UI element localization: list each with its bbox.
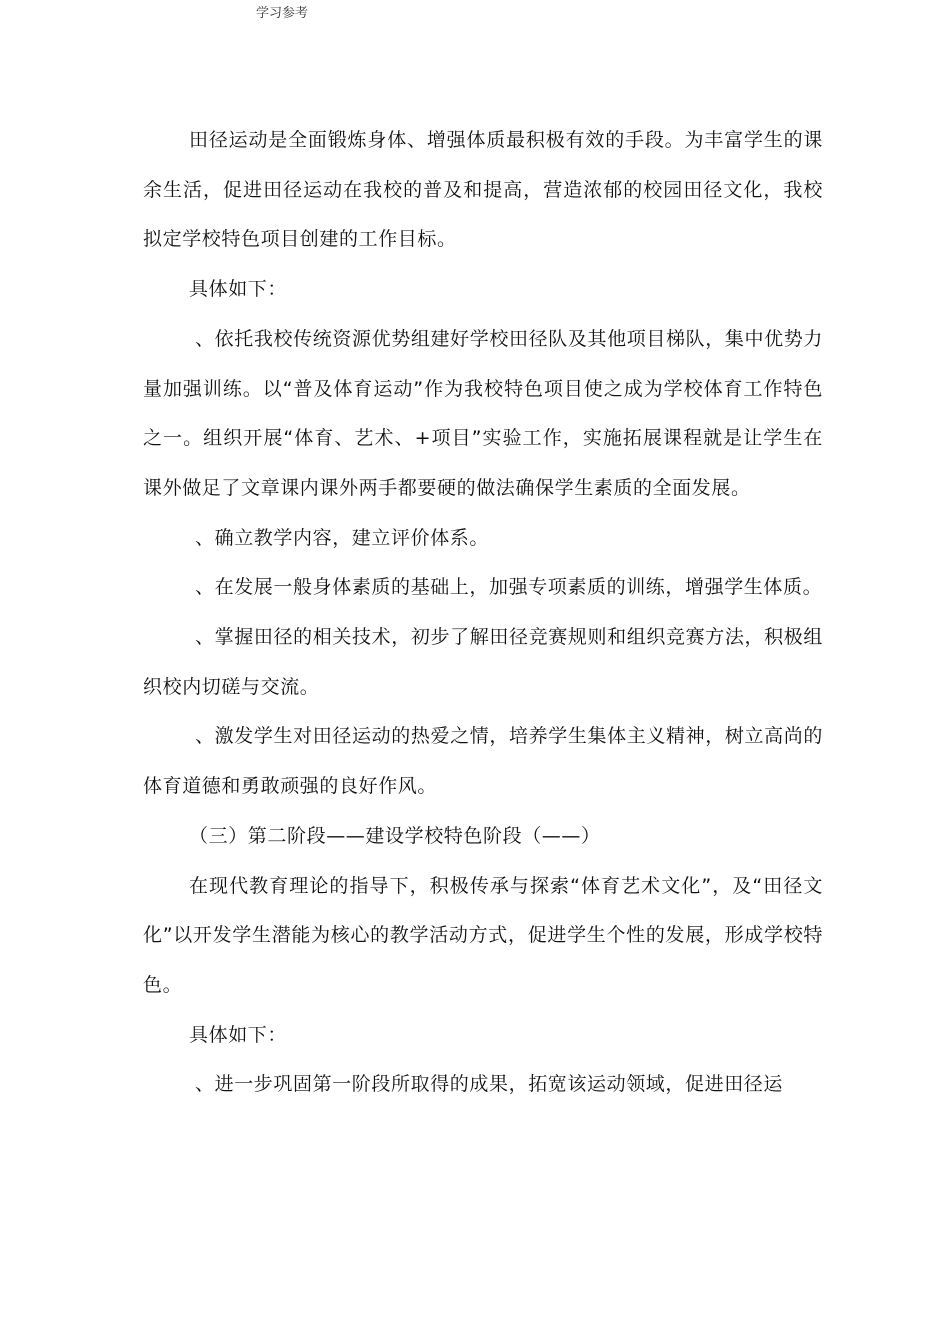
list-item-physical-quality: 、在发展一般身体素质的基础上，加强专项素质的训练，增强学生体质。 (195, 576, 823, 599)
list-item-consolidate: 、进一步巩固第一阶段所取得的成果，拓宽该运动领域，促进田径运 (195, 1073, 784, 1096)
paragraph-details-heading-2: 具体如下： (189, 1023, 288, 1046)
paragraph-intro: 田径运动是全面锻炼身体、增强体质最积极有效的手段。为丰富学生的课余生活，促进田径运动在我校的普及和提高，营造浓郁的校园田径文化，我校拟定学校特色项目创建的工作目标。 (143, 129, 823, 251)
list-item-enthusiasm: 、激发学生对田径运动的热爱之情，培养学生集体主义精神，树立高尚的体育道德和勇敢顽强的良好作风。 (143, 725, 823, 798)
section-heading-stage-two: （三）第二阶段——建设学校特色阶段（——） (189, 824, 601, 847)
paragraph-stage-two: 在现代教育理论的指导下，积极传承与探索“体育艺术文化”，及“田径文化”以开发学生潜能为核心的教学活动方式，促进学生个性的发展，形成学校特色。 (143, 874, 823, 996)
list-item-track-team: 、依托我校传统资源优势组建好学校田径队及其他项目梯队，集中优势力量加强训练。以“普及体育运动”作为我校特色项目使之成为学校体育工作特色之一。组织开展“体育、艺术、+项目”实验工作，实施拓展课程就是让学生在课外做足了文章课内课外两手都要硬的做法确保学生素质的全面发展。 (143, 327, 823, 499)
list-item-teaching-content: 、确立教学内容，建立评价体系。 (195, 526, 490, 549)
list-item-technique: 、掌握田径的相关技术，初步了解田径竞赛规则和组织竞赛方法，积极组织校内切磋与交流。 (143, 626, 823, 698)
header-note: 学习参考 (256, 6, 309, 21)
document-body (143, 116, 823, 1110)
paragraph-details-heading: 具体如下： (189, 278, 288, 301)
